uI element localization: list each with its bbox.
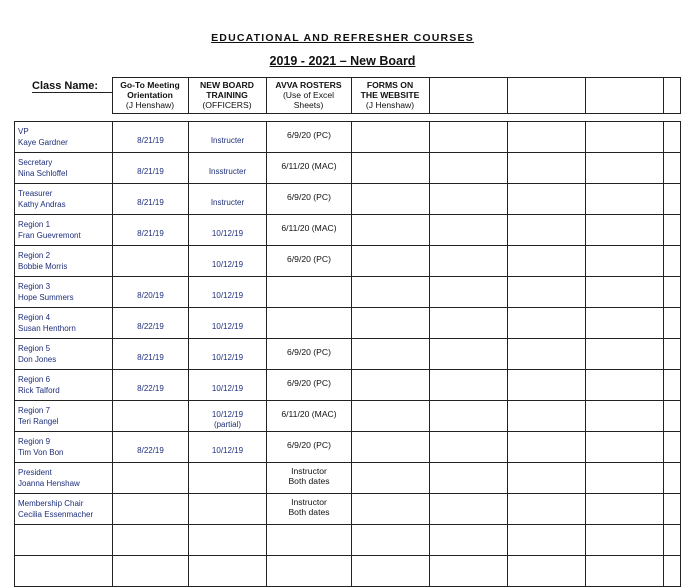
goto-date-cell: 8/21/19 (113, 184, 189, 215)
column-header-goto: Go-To Meeting Orientation (J Henshaw) (112, 78, 188, 114)
avva-rosters-cell: 6/9/20 (PC) (267, 339, 352, 370)
empty-cell (586, 370, 664, 401)
empty-cell (586, 432, 664, 463)
empty-cell (664, 432, 681, 463)
empty-cell (508, 525, 586, 556)
table-row (15, 432, 681, 463)
avva-rosters-cell: 6/9/20 (PC) (267, 246, 352, 277)
member-cell (15, 308, 113, 339)
avva-rosters-cell: 6/11/20 (MAC) (267, 401, 352, 432)
member-cell (15, 277, 113, 308)
member-cell (15, 184, 113, 215)
roster-table (14, 121, 681, 587)
goto-date-cell (113, 401, 189, 432)
member-name: Susan Henthorn (18, 324, 76, 333)
member-role: Region 5 (18, 344, 51, 353)
empty-cell (430, 308, 508, 339)
training-cell: Instructer (189, 184, 267, 215)
empty-cell (508, 246, 586, 277)
document-title: EDUCATIONAL AND REFRESHER COURSES (211, 32, 474, 44)
avva-rosters-cell: 6/11/20 (MAC) (267, 153, 352, 184)
member-name: Kaye Gardner (18, 138, 68, 147)
forms-website-cell (352, 463, 430, 494)
member-role: Region 2 (18, 251, 51, 260)
training-cell (189, 494, 267, 525)
empty-cell (664, 463, 681, 494)
avva-rosters-cell: 6/9/20 (PC) (267, 122, 352, 153)
empty-cell (586, 339, 664, 370)
empty-cell (586, 153, 664, 184)
header-row (14, 78, 680, 114)
table-row (15, 494, 681, 525)
forms-website-cell (352, 401, 430, 432)
empty-cell (586, 463, 664, 494)
goto-date-cell (113, 463, 189, 494)
member-name: Cecilia Essenmacher (18, 510, 94, 519)
goto-date-cell: 8/21/19 (113, 339, 189, 370)
training-cell: 10/12/19 (189, 339, 267, 370)
member-role: Region 3 (18, 282, 51, 291)
empty-cell (508, 339, 586, 370)
member-role: Treasurer (18, 189, 53, 198)
empty-cell (508, 215, 586, 246)
empty-cell (430, 432, 508, 463)
goto-date-cell (113, 525, 189, 556)
member-role: Region 7 (18, 406, 51, 415)
empty-cell (508, 463, 586, 494)
member-cell (15, 370, 113, 401)
avva-rosters-cell (267, 308, 352, 339)
column-header-avva-rosters: AVVA ROSTERS (Use of Excel Sheets) (266, 78, 351, 114)
member-cell (15, 401, 113, 432)
goto-date-cell: 8/21/19 (113, 153, 189, 184)
empty-cell (586, 184, 664, 215)
member-name: Joanna Henshaw (18, 479, 80, 488)
member-name: Don Jones (18, 355, 57, 364)
member-name: Teri Rangel (18, 417, 59, 426)
empty-cell (664, 246, 681, 277)
avva-rosters-cell (267, 277, 352, 308)
goto-date-cell (113, 556, 189, 587)
training-cell: 10/12/19 (189, 215, 267, 246)
forms-website-cell (352, 432, 430, 463)
member-role: Region 4 (18, 313, 51, 322)
empty-cell (586, 401, 664, 432)
avva-rosters-cell: 6/11/20 (MAC) (267, 215, 352, 246)
training-cell (189, 463, 267, 494)
forms-website-cell (352, 184, 430, 215)
empty-cell (664, 215, 681, 246)
training-cell (189, 525, 267, 556)
empty-cell (664, 401, 681, 432)
training-cell: 10/12/19 (189, 246, 267, 277)
table-row (15, 339, 681, 370)
training-cell: 10/12/19 (partial) (189, 401, 267, 432)
forms-website-cell (352, 246, 430, 277)
training-cell: 10/12/19 (189, 432, 267, 463)
empty-cell (664, 370, 681, 401)
member-name: Bobbie Morris (18, 262, 68, 271)
empty-cell (430, 184, 508, 215)
member-cell (15, 153, 113, 184)
avva-rosters-cell: Instructor Both dates (267, 494, 352, 525)
empty-cell (508, 122, 586, 153)
empty-cell (664, 308, 681, 339)
table-row (15, 370, 681, 401)
empty-cell (430, 339, 508, 370)
empty-cell (664, 339, 681, 370)
member-cell (15, 215, 113, 246)
member-role: Region 6 (18, 375, 51, 384)
table-row (15, 525, 681, 556)
goto-date-cell: 8/22/19 (113, 308, 189, 339)
member-cell (15, 122, 113, 153)
member-role: Region 1 (18, 220, 51, 229)
goto-date-cell: 8/22/19 (113, 432, 189, 463)
empty-cell (430, 556, 508, 587)
empty-cell (664, 494, 681, 525)
empty-cell (664, 525, 681, 556)
empty-cell (586, 122, 664, 153)
avva-rosters-cell: 6/9/20 (PC) (267, 370, 352, 401)
empty-cell (430, 153, 508, 184)
member-role: Secretary (18, 158, 53, 167)
forms-website-cell (352, 277, 430, 308)
training-cell: 10/12/19 (189, 277, 267, 308)
empty-cell (430, 525, 508, 556)
goto-date-cell: 8/21/19 (113, 215, 189, 246)
member-role: Membership Chair (18, 499, 84, 508)
empty-cell (664, 277, 681, 308)
training-cell: 10/12/19 (189, 370, 267, 401)
training-cell: Instructer (189, 122, 267, 153)
empty-cell (664, 153, 681, 184)
goto-date-cell: 8/20/19 (113, 277, 189, 308)
member-name: Rick Talford (18, 386, 60, 395)
empty-cell (586, 246, 664, 277)
column-header-forms-website: FORMS ON THE WEBSITE (J Henshaw) (351, 78, 429, 114)
empty-cell (664, 556, 681, 587)
empty-cell (430, 122, 508, 153)
empty-cell (508, 153, 586, 184)
empty-cell (508, 308, 586, 339)
empty-cell (586, 308, 664, 339)
member-cell (15, 246, 113, 277)
training-cell: Insstructer (189, 153, 267, 184)
forms-website-cell (352, 494, 430, 525)
document-subtitle: 2019 - 2021 – New Board (269, 54, 416, 68)
empty-cell (508, 556, 586, 587)
column-header-empty (585, 78, 663, 114)
empty-cell (430, 370, 508, 401)
empty-cell (430, 215, 508, 246)
column-header-board-training: NEW BOARD TRAINING (OFFICERS) (188, 78, 266, 114)
empty-cell (508, 184, 586, 215)
empty-cell (430, 494, 508, 525)
column-header-empty (507, 78, 585, 114)
avva-rosters-cell: Instructor Both dates (267, 463, 352, 494)
member-cell (15, 432, 113, 463)
table-row (15, 215, 681, 246)
forms-website-cell (352, 215, 430, 246)
forms-website-cell (352, 339, 430, 370)
member-name: Nina Schloffel (18, 169, 68, 178)
column-header-empty (663, 78, 680, 114)
table-row (15, 184, 681, 215)
member-name: Kathy Andras (18, 200, 66, 209)
training-cell (189, 556, 267, 587)
empty-cell (586, 215, 664, 246)
empty-cell (508, 401, 586, 432)
table-row (15, 463, 681, 494)
avva-rosters-cell (267, 556, 352, 587)
empty-cell (430, 246, 508, 277)
member-name: Hope Summers (18, 293, 74, 302)
member-role: Region 9 (18, 437, 51, 446)
empty-cell (508, 277, 586, 308)
empty-cell (430, 463, 508, 494)
empty-cell (508, 370, 586, 401)
member-cell (15, 556, 113, 587)
empty-cell (508, 494, 586, 525)
table-row (15, 153, 681, 184)
class-name-label: Class Name: (14, 78, 112, 114)
empty-cell (430, 401, 508, 432)
forms-website-cell (352, 308, 430, 339)
table-row (15, 122, 681, 153)
goto-date-cell: 8/22/19 (113, 370, 189, 401)
goto-date-cell (113, 494, 189, 525)
forms-website-cell (352, 153, 430, 184)
member-cell (15, 525, 113, 556)
forms-website-cell (352, 122, 430, 153)
table-row (15, 556, 681, 587)
member-role: VP (18, 127, 29, 136)
avva-rosters-cell (267, 525, 352, 556)
table-row (15, 246, 681, 277)
member-cell (15, 494, 113, 525)
avva-rosters-cell: 6/9/20 (PC) (267, 184, 352, 215)
member-name: Tim Von Bon (18, 448, 64, 457)
forms-website-cell (352, 556, 430, 587)
goto-date-cell (113, 246, 189, 277)
empty-cell (664, 184, 681, 215)
empty-cell (586, 525, 664, 556)
empty-cell (586, 556, 664, 587)
member-name: Fran Guevremont (18, 231, 81, 240)
empty-cell (430, 277, 508, 308)
empty-cell (586, 494, 664, 525)
table-row (15, 277, 681, 308)
goto-date-cell: 8/21/19 (113, 122, 189, 153)
column-header-empty (429, 78, 507, 114)
member-cell (15, 463, 113, 494)
avva-rosters-cell: 6/9/20 (PC) (267, 432, 352, 463)
empty-cell (586, 277, 664, 308)
forms-website-cell (352, 525, 430, 556)
empty-cell (508, 432, 586, 463)
training-cell: 10/12/19 (189, 308, 267, 339)
member-role: President (18, 468, 52, 477)
forms-website-cell (352, 370, 430, 401)
table-row (15, 308, 681, 339)
empty-cell (664, 122, 681, 153)
member-cell (15, 339, 113, 370)
header-table (14, 77, 681, 114)
table-row (15, 401, 681, 432)
